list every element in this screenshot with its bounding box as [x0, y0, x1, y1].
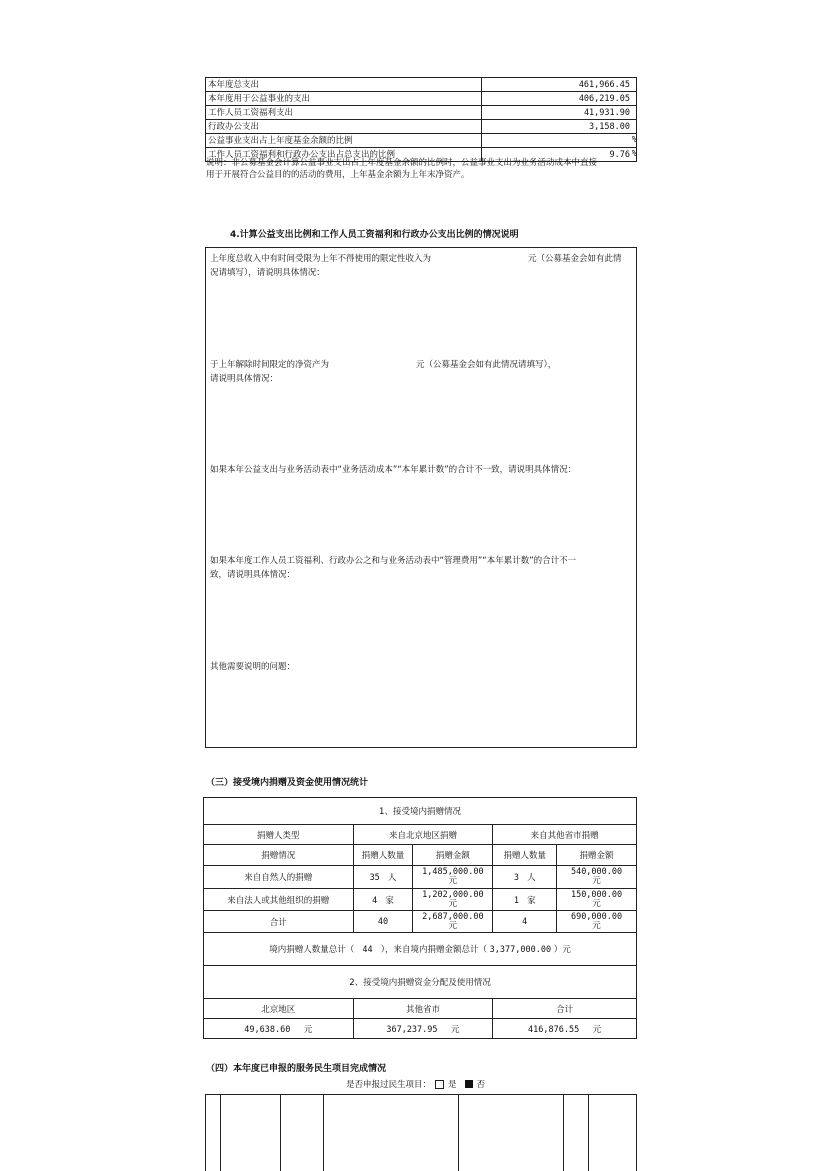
donation-title: 1、接受境内捐赠情况 — [204, 798, 637, 825]
value-text: 3,158.00 — [589, 121, 630, 132]
table-divider — [280, 1095, 281, 1171]
count-cell: 40 — [353, 911, 413, 933]
table-row — [204, 999, 637, 1019]
value-text: 406,219.05 — [578, 93, 630, 104]
table-row — [204, 866, 637, 889]
table-divider — [205, 1095, 206, 1171]
section-4-livelihood-title: （四）本年度已申报的服务民生项目完成情况 — [206, 1064, 387, 1074]
use-other-provinces: 367,237.95 元 — [353, 1019, 493, 1039]
yes-label: 是 — [448, 1080, 457, 1090]
paragraph-text: 于上年解除时间限定的净资产为 — [210, 360, 330, 370]
count-cell: 1 家 — [493, 889, 557, 911]
subheader-count: 捐赠人数量 — [353, 845, 413, 866]
amount-cell: 1,202,000.00 元 — [413, 889, 493, 911]
table-row — [204, 798, 637, 825]
amount-cell: 1,485,000.00 元 — [413, 866, 493, 889]
subheader-count: 捐赠人数量 — [493, 845, 557, 866]
row-value — [482, 92, 637, 106]
livelihood-project-table — [205, 1094, 637, 1171]
value-text: 9.76 — [609, 149, 630, 160]
time-restricted-income-paragraph — [210, 252, 630, 280]
table-divider — [563, 1095, 564, 1171]
livelihood-project-question — [346, 1078, 485, 1090]
question-label: 是否申报过民生项目： — [346, 1080, 432, 1090]
total-donor-count: 44 — [362, 945, 373, 955]
table-row — [204, 845, 637, 866]
row-label: 本年度总支出 — [206, 78, 482, 92]
table-row — [206, 134, 637, 148]
paragraph-text: 致，请说明具体情况： — [210, 570, 296, 580]
row-value — [482, 106, 637, 120]
table-row — [204, 889, 637, 911]
paragraph-text: 上年度总收入中有时间受限为上年不得使用的限定性收入为 — [210, 254, 432, 264]
table-row — [206, 92, 637, 106]
paragraph-text: 元（公募基金会如有此情 — [528, 254, 622, 264]
row-label: 工作人员工资福利支出 — [206, 106, 482, 120]
row-label: 本年度用于公益事业的支出 — [206, 92, 482, 106]
use-total: 416,876.55 元 — [493, 1019, 637, 1039]
count-cell: 4 家 — [353, 889, 413, 911]
count-cell: 3 人 — [493, 866, 557, 889]
table-row — [206, 78, 637, 92]
row-value — [482, 120, 637, 134]
col-other-provinces: 其他省市 — [353, 999, 493, 1019]
paragraph-text: 元（公募基金会如有此情况请填写）， — [416, 360, 557, 370]
amount-cell: 2,687,000.00 元 — [413, 911, 493, 933]
value-text: 461,966.45 — [578, 79, 630, 90]
no-checkbox-checked[interactable] — [465, 1080, 473, 1088]
table-divider — [323, 1095, 324, 1171]
table-row — [206, 120, 637, 134]
management-cost-mismatch-paragraph — [210, 554, 635, 582]
row-label: 工作人员工资福利和行政办公支出占总支出的比例 — [206, 148, 482, 162]
section-4-title: 4.计算公益支出比例和工作人员工资福利和行政办公支出比例的情况说明 — [230, 230, 519, 240]
explanation-note — [206, 157, 646, 181]
yes-checkbox[interactable] — [435, 1080, 444, 1089]
table-row — [204, 911, 637, 933]
table-row — [204, 966, 637, 999]
table-row — [204, 825, 637, 845]
table-divider — [458, 1095, 459, 1171]
donation-total-line: 境内捐赠人数量总计（ 44 ），来自境内捐赠金额总计（ 3,377,000.00 ）元 — [204, 933, 637, 966]
row-value — [482, 134, 637, 148]
table-row — [204, 933, 637, 966]
explanation-box — [205, 247, 637, 748]
table-row — [204, 1019, 637, 1039]
paragraph-text: 请说明具体情况： — [210, 374, 279, 384]
total-donation-amount: 3,377,000.00 — [489, 945, 552, 955]
col-beijing: 北京地区 — [204, 999, 354, 1019]
released-net-assets-paragraph — [210, 358, 630, 386]
table-divider — [220, 1095, 221, 1171]
other-issues-paragraph: 其他需要说明的问题： — [210, 662, 296, 672]
subheader-amount: 捐赠金额 — [557, 845, 637, 866]
subheader-amount: 捐赠金额 — [413, 845, 493, 866]
table-row — [206, 106, 637, 120]
paragraph-text: 况请填写），请说明具体情况： — [210, 268, 325, 278]
note-line: 说明：非公募基金会计算公益事业支出占上年度基金余额的比例时，公益事业支出为业务活动成本中直接 — [206, 158, 598, 168]
percent-unit: % — [631, 149, 637, 159]
fund-allocation-title: 2、接受境内捐赠资金分配及使用情况 — [204, 966, 637, 999]
amount-cell: 150,000.00 元 — [557, 889, 637, 911]
row-value — [482, 78, 637, 92]
header-donor-type: 捐赠人类型 — [204, 825, 354, 845]
row-label: 来自自然人的捐赠 — [204, 866, 354, 889]
percent-unit: % — [631, 135, 637, 145]
header-other-provinces: 来自其他省市捐赠 — [493, 825, 637, 845]
use-beijing: 49,638.60 元 — [204, 1019, 354, 1039]
row-label: 公益事业支出占上年度基金余额的比例 — [206, 134, 482, 148]
expenditure-summary-table — [205, 77, 637, 162]
no-label: 否 — [476, 1080, 486, 1090]
domestic-donation-table — [203, 797, 637, 1039]
count-cell: 35 人 — [353, 866, 413, 889]
count-cell: 4 — [493, 911, 557, 933]
row-label: 合计 — [204, 911, 354, 933]
amount-cell: 690,000.00 元 — [557, 911, 637, 933]
row-label: 行政办公支出 — [206, 120, 482, 134]
paragraph-text: 如果本年度工作人员工资福利、行政办公之和与业务活动表中“管理费用”“本年累计数”的合计不一 — [210, 556, 577, 566]
header-beijing: 来自北京地区捐赠 — [353, 825, 493, 845]
note-line: 用于开展符合公益目的的活动的费用，上年基金余额为上年末净资产。 — [206, 170, 470, 180]
table-divider — [636, 1095, 637, 1171]
business-cost-mismatch-paragraph: 如果本年公益支出与业务活动表中“业务活动成本”“本年累计数”的合计不一致，请说明具体情况： — [210, 465, 577, 475]
row-label: 来自法人或其他组织的捐赠 — [204, 889, 354, 911]
amount-cell: 540,000.00 元 — [557, 866, 637, 889]
section-3-title: （三）接受境内捐赠及资金使用情况统计 — [206, 778, 369, 788]
table-divider — [588, 1095, 589, 1171]
col-total: 合计 — [493, 999, 637, 1019]
value-text: 41,931.90 — [583, 107, 630, 118]
subheader-situation: 捐赠情况 — [204, 845, 354, 866]
